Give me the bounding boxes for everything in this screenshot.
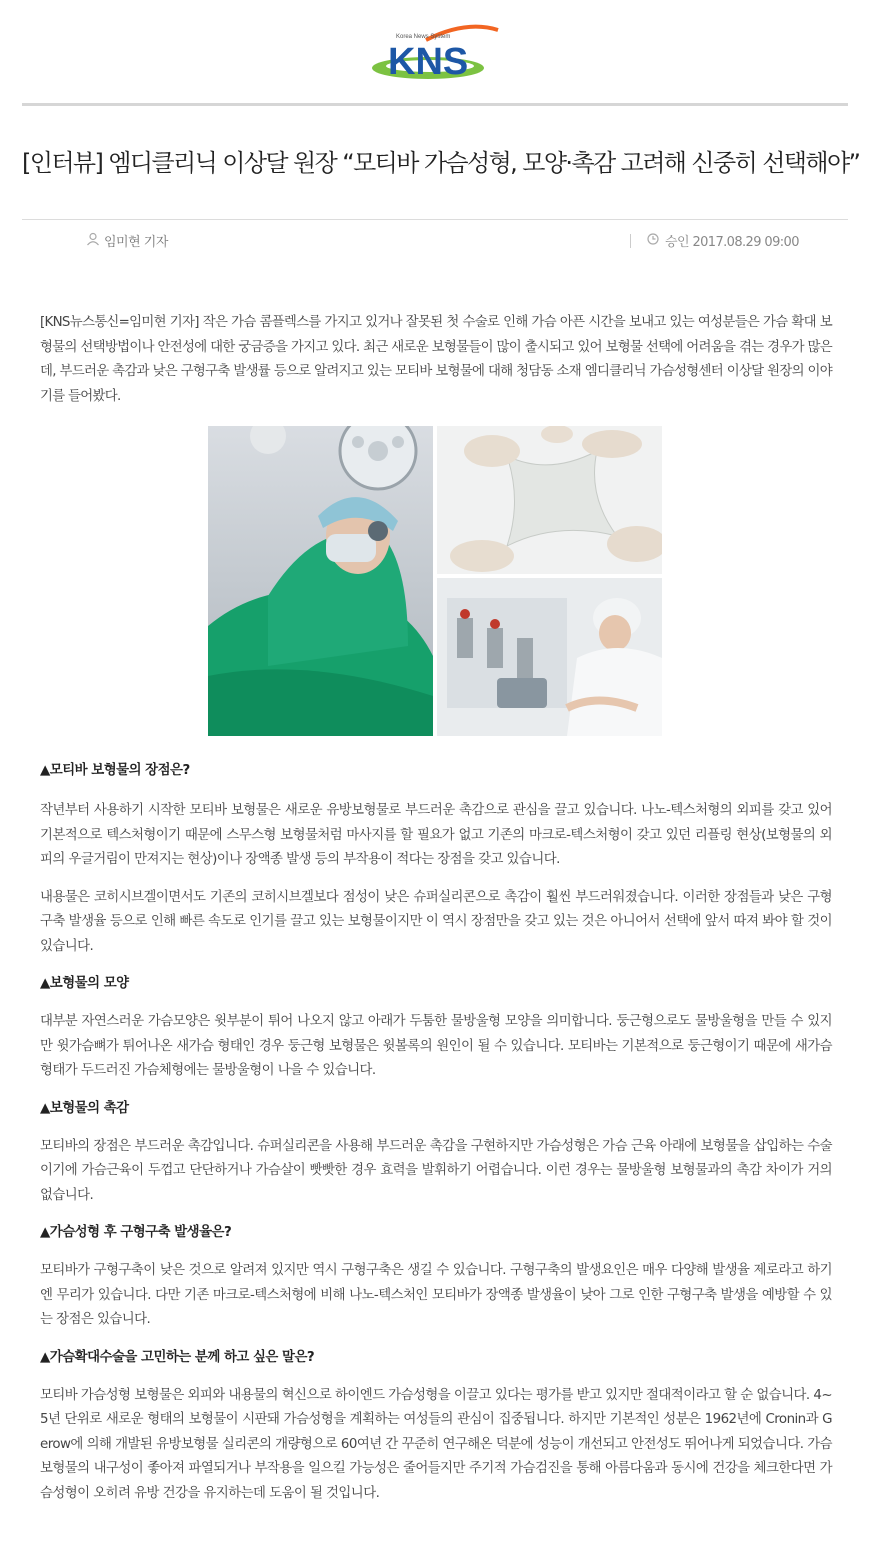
article-headline: [인터뷰] 엠디클리닉 이상달 원장 “모티바 가슴성형, 모양·촉감 고려해 신중히 선택해야” [22, 149, 860, 177]
body-paragraph: 모티바가 구형구축이 낮은 것으로 알려져 있지만 역시 구형구축은 생길 수 있습니다. 구형구축의 발생요인은 매우 다양해 발생율 제로라고 하기엔 무리가 있습니다. 다만 기존 마크로-텍스처형에 비해 나노-텍스처인 모티바가 장액종 발생율이 낮아 그로 인한 구형구축 발생을 예방할 수 있는 장점은 있습니다. [40, 1263, 832, 1327]
body-paragraph: 작년부터 사용하기 시작한 모티바 보형물은 새로운 유방보형물로 부드러운 촉감으로 관심을 끌고 있습니다. 나노-텍스처형의 외피를 갖고 있어 기본적으로 텍스처형이기 때문에 스무스형 보형물처럼 마사지를 할 필요가 없고 기존의 마크로-텍스처형이 갖고 있던 리플링 현상(보형물의 외피의 우글거림이 만져지는 현상)이나 장액종 발생 등의 부작용이 적다는 장점을 갖고 있습니다. [40, 803, 832, 867]
body-paragraph: 모티바의 장점은 부드러운 촉감입니다. 슈퍼실리콘을 사용해 부드러운 촉감을 구현하지만 가슴성형은 가슴 근육 아래에 보형물을 삽입하는 수술이기에 가슴근육이 두껍고 단단하거나 가슴살이 빳빳한 경우 효력을 발휘하기 어렵습니다. 이런 경우는 물방울형 보형물과의 촉감 차이가 거의 없습니다. [40, 1138, 832, 1203]
headline-divider [22, 219, 848, 220]
logo-tagline: Korea News System [396, 34, 451, 40]
kns-logo-icon [366, 22, 506, 84]
meta-separator [630, 234, 631, 248]
photo-spacer [40, 409, 832, 759]
reporter-byline [86, 231, 168, 250]
section-heading: ▲가슴성형 후 구형구축 발생율은? [40, 1225, 232, 1240]
approval-text: 승인 2017.08.29 09:00 [665, 235, 799, 250]
body-paragraph: 모티바 가슴성형 보형물은 외피와 내용물의 혁신으로 하이엔드 가슴성형을 이끌고 있다는 평가를 받고 있지만 절대적이라고 할 순 없습니다. 4~5년 단위로 새로운 형태의 보형물이 시판돼 가슴성형을 계획하는 여성들의 관심이 집중됩니다. 하지만 기본적인 성분은 1962년에 Cronin과 Gerow에 의해 개발된 유방보형물 실리콘의 개량형으로 60여년 간 꾸준히 연구해온 덕분에 성능이 개선되고 안전성도 뛰어나게 되었습니다. 가슴보형물의 내구성이 좋아져 파열되거나 부작용을 일으킬 가능성은 줄어들지만 주기적 가슴검진을 통해 아름다움과 동시에 건강을 체크한다면 가슴성형이 오히려 유방 건강을 유지하는데 도움이 될 것입니다. [40, 1387, 832, 1501]
reporter-name[interactable]: 임미현 기자 [104, 235, 168, 250]
approval-time [630, 231, 799, 250]
site-logo[interactable] [366, 22, 506, 84]
lead-paragraph: [KNS뉴스통신=임미현 기자] 작은 가슴 콤플렉스를 가지고 있거나 잘못된 첫 수술로 인해 가슴 아픈 시간을 보내고 있는 여성분들은 가슴 확대 보형물의 선택방법이나 안전성에 대한 궁금증을 가지고 있다. 최근 새로운 보형물들이 많이 출시되고 있어 보형물 선택에 어려움을 겪는 경우가 많은데, 부드러운 촉감과 낮은 구형구축 발생률 등으로 알려지고 있는 모티바 보형물에 대해 청담동 소재 엠디클리닉 가슴성형센터 이상달 원장의 이야기를 들어봤다. [40, 315, 832, 404]
user-icon [86, 232, 100, 250]
section-heading: ▲보형물의 촉감 [40, 1100, 129, 1116]
section-heading: ▲모티바 보형물의 장점은? [40, 763, 190, 778]
body-paragraph: 대부분 자연스러운 가슴모양은 윗부분이 튀어 나오지 않고 아래가 두툼한 물방울형 모양을 의미합니다. 둥근형으로도 물방울형을 만들 수 있지만 윗가슴뼈가 튀어나온 새가슴 형태인 경우 둥근형 보형물은 윗볼록의 원인이 될 수 있습니다. 모티바는 기본적으로 둥근형이기 때문에 새가슴 형태가 두드러진 가슴체형에는 물방울형이 나을 수 있습니다. [40, 1014, 832, 1078]
body-paragraph: 내용물은 코히시브겔이면서도 기존의 코히시브겔보다 점성이 낮은 슈퍼실리콘으로 촉감이 훨씬 부드러워졌습니다. 이러한 장점들과 낮은 구형구축 발생율 등으로 인해 빠른 속도로 인기를 끌고 있는 보형물이지만 이 역시 장점만을 갖고 있는 것은 아니어서 선택에 앞서 따져 봐야 할 것이 있습니다. [40, 889, 832, 954]
section-heading: ▲가슴확대수술을 고민하는 분께 하고 싶은 말은? [40, 1349, 315, 1365]
clock-icon [647, 233, 659, 249]
section-heading: ▲보형물의 모양 [40, 976, 129, 991]
article-body [40, 311, 832, 1506]
logo-text: KNS [388, 41, 469, 83]
header-divider [22, 103, 848, 106]
